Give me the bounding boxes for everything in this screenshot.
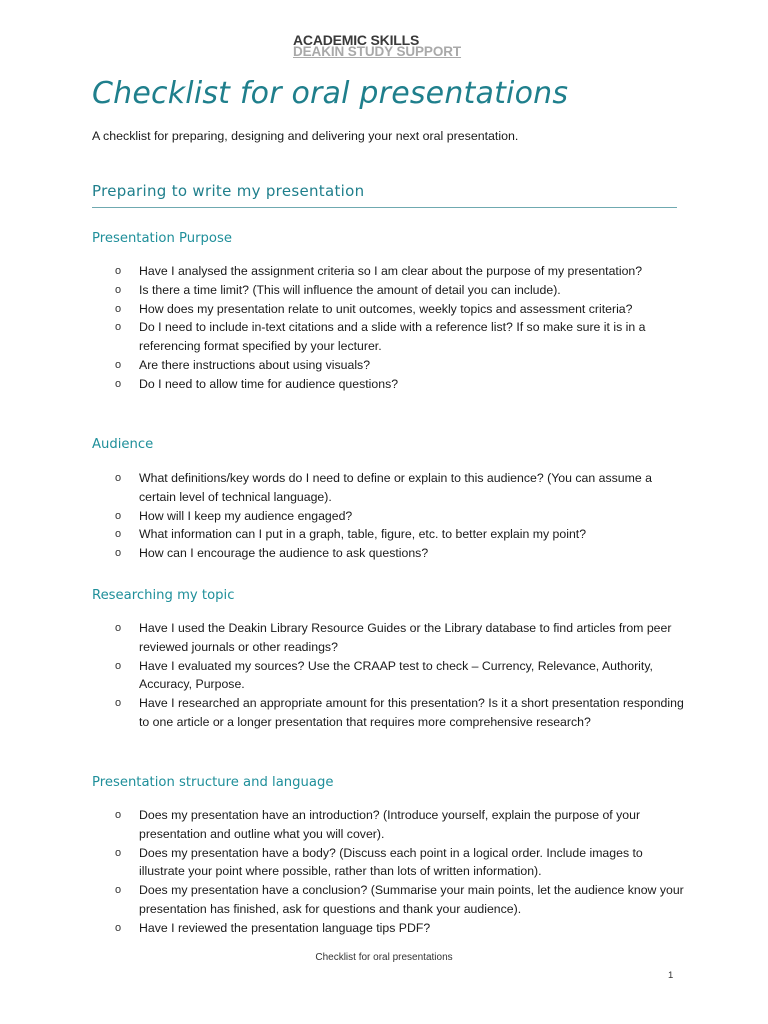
circle-bullet-icon: o bbox=[115, 265, 122, 277]
page-footer: Checklist for oral presentations bbox=[315, 952, 453, 963]
checklist-audience bbox=[110, 469, 685, 563]
circle-bullet-icon: o bbox=[115, 302, 122, 315]
list-item bbox=[110, 507, 685, 526]
circle-bullet-icon: o bbox=[115, 697, 122, 710]
circle-bullet-icon: o bbox=[115, 846, 122, 859]
circle-bullet-icon: o bbox=[115, 358, 122, 371]
deakin-academic-skills-logo bbox=[293, 33, 483, 59]
logo-line-academic-skills: ACADEMIC SKILLS bbox=[293, 32, 420, 48]
list-item bbox=[110, 694, 685, 732]
intro-paragraph: A checklist for preparing, designing and delivering your next oral presentation. bbox=[92, 129, 519, 143]
subheading-presentation-purpose: Presentation Purpose bbox=[92, 231, 232, 246]
section-heading-preparing: Preparing to write my presentation bbox=[92, 182, 677, 208]
list-item-text: Have I analysed the assignment criteria so I am clear about the purpose of my presentation? bbox=[139, 264, 643, 278]
list-item-text: Do I need to include in-text citations and a slide with a reference list? If so make sure it is in a referencing format specified by your lecturer. bbox=[139, 320, 646, 354]
list-item-text: Does my presentation have an introduction? (Introduce yourself, explain the purpose of your presentation and outline what you will cover). bbox=[139, 808, 641, 841]
circle-bullet-icon: o bbox=[115, 528, 122, 541]
circle-bullet-icon: o bbox=[115, 283, 122, 296]
list-item bbox=[110, 844, 685, 882]
list-item bbox=[110, 262, 685, 281]
checklist-presentation-structure bbox=[110, 806, 685, 938]
list-item bbox=[110, 300, 685, 319]
list-item-text: Have I researched an appropriate amount for this presentation? Is it a short presentation responding to one article or a longer presentation that requires more comprehensive research? bbox=[139, 696, 684, 729]
list-item-text: Is there a time limit? (This will influence the amount of detail you can include). bbox=[139, 282, 561, 297]
list-item-text: Do I need to allow time for audience questions? bbox=[139, 376, 399, 391]
list-item bbox=[110, 881, 685, 919]
circle-bullet-icon: o bbox=[115, 921, 122, 934]
circle-bullet-icon: o bbox=[115, 622, 122, 634]
subheading-audience: Audience bbox=[92, 437, 154, 452]
list-item-text: What definitions/key words do I need to define or explain to this audience? (You can assume a certain level of technical language). bbox=[139, 471, 652, 504]
circle-bullet-icon: o bbox=[115, 809, 122, 821]
list-item bbox=[110, 318, 685, 356]
list-item bbox=[110, 544, 685, 563]
subheading-presentation-structure-and-language: Presentation structure and language bbox=[92, 775, 334, 790]
list-item-text: How will I keep my audience engaged? bbox=[139, 508, 353, 523]
list-item-text: How does my presentation relate to unit outcomes, weekly topics and assessment criteria? bbox=[139, 301, 633, 316]
list-item-text: Have I used the Deakin Library Resource Guides or the Library database to find articles from peer reviewed journals or other readings? bbox=[139, 621, 672, 654]
circle-bullet-icon: o bbox=[115, 321, 122, 334]
list-item-text: Have I reviewed the presentation language tips PDF? bbox=[139, 920, 431, 935]
list-item-text: Does my presentation have a body? (Discuss each point in a logical order. Include images to illustrate your point where possible, rather than lots of written information). bbox=[139, 845, 643, 879]
checklist-researching-my-topic bbox=[110, 619, 685, 732]
page-title: Checklist for oral presentations bbox=[92, 76, 569, 111]
subheading-researching-my-topic: Researching my topic bbox=[92, 588, 235, 603]
list-item-text: How can I encourage the audience to ask questions? bbox=[139, 546, 429, 561]
list-item-text: Have I evaluated my sources? Use the CRAAP test to check – Currency, Relevance, Authority, Accuracy, Purpose. bbox=[139, 658, 653, 692]
checklist-presentation-purpose bbox=[110, 262, 685, 394]
list-item bbox=[110, 919, 685, 938]
circle-bullet-icon: o bbox=[115, 509, 122, 522]
list-item-text: What information can I put in a graph, table, figure, etc. to better explain my point? bbox=[139, 527, 587, 542]
list-item bbox=[110, 619, 685, 657]
list-item bbox=[110, 806, 685, 844]
circle-bullet-icon: o bbox=[115, 659, 122, 672]
list-item-text: Are there instructions about using visuals? bbox=[139, 357, 371, 372]
page-number: 1 bbox=[668, 970, 674, 981]
list-item bbox=[110, 281, 685, 300]
list-item bbox=[110, 356, 685, 375]
list-item bbox=[110, 375, 685, 394]
list-item bbox=[110, 657, 685, 695]
circle-bullet-icon: o bbox=[115, 472, 122, 484]
circle-bullet-icon: o bbox=[115, 547, 122, 560]
list-item bbox=[110, 525, 685, 544]
circle-bullet-icon: o bbox=[115, 884, 122, 897]
list-item-text: Does my presentation have a conclusion? (Summarise your main points, let the audience know your presentation has finished, ask for questions and thank your audience). bbox=[139, 883, 684, 916]
circle-bullet-icon: o bbox=[115, 377, 122, 390]
list-item bbox=[110, 469, 685, 507]
logo-line-deakin-study-support: DEAKIN STUDY SUPPORT bbox=[293, 44, 462, 59]
